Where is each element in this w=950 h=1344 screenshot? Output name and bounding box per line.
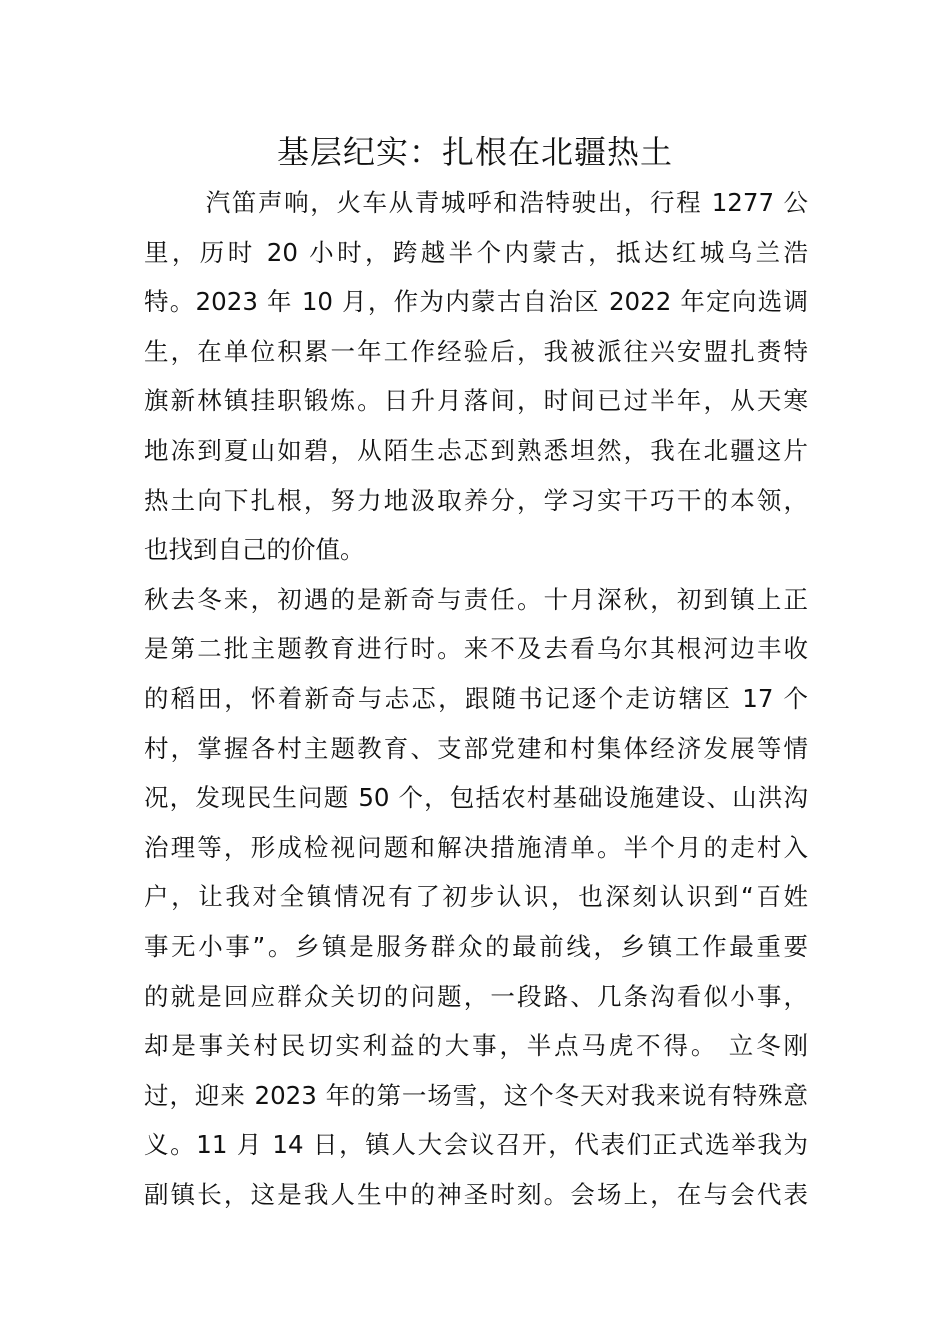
body-line: 秋去冬来，初遇的是新奇与责任。十月深秋，初到镇上正 [144, 584, 808, 614]
body-line: 地冻到夏山如碧，从陌生忐忑到熟悉坦然，我在北疆这片 [144, 435, 808, 465]
body-line: 过，迎来 2023 年的第一场雪，这个冬天对我来说有特殊意 [144, 1080, 808, 1110]
body-line: 热土向下扎根，努力地汲取养分，学习实干巧干的本领， [144, 485, 808, 515]
body-line: 也找到自己的价值。 [144, 535, 365, 565]
body-line: 里，历时 20 小时，跨越半个内蒙古，抵达红城乌兰浩 [144, 237, 808, 267]
body-line: 的稻田，怀着新奇与忐忑，跟随书记逐个走访辖区 17 个 [144, 683, 808, 713]
body-line: 特。2023 年 10 月，作为内蒙古自治区 2022 年定向选调 [144, 287, 808, 317]
document-body [144, 178, 808, 1219]
body-line: 村，掌握各村主题教育、支部党建和村集体经济发展等情 [144, 733, 808, 763]
body-line: 户，让我对全镇情况有了初步认识，也深刻认识到“百姓 [144, 882, 808, 912]
body-line: 生，在单位积累一年工作经验后，我被派往兴安盟扎赉特 [144, 336, 808, 366]
body-line: 治理等，形成检视问题和解决措施清单。半个月的走村入 [144, 832, 808, 862]
body-line: 的就是回应群众关切的问题，一段路、几条沟看似小事， [144, 981, 808, 1011]
body-line: 是第二批主题教育进行时。来不及去看乌尔其根河边丰收 [144, 634, 808, 664]
body-line: 义。11 月 14 日，镇人大会议召开，代表们正式选举我为 [144, 1130, 808, 1160]
body-line: 事无小事”。乡镇是服务群众的最前线，乡镇工作最重要 [144, 931, 808, 961]
body-line: 旗新林镇挂职锻炼。日升月落间，时间已过半年，从天寒 [144, 386, 808, 416]
document-title: 基层纪实：扎根在北疆热土 [276, 133, 673, 171]
body-line: 却是事关村民切实利益的大事，半点马虎不得。 立冬刚 [144, 1031, 808, 1061]
body-line: 汽笛声响，火车从青城呼和浩特驶出，行程 1277 公 [144, 188, 808, 217]
body-line: 副镇长，这是我人生中的神圣时刻。会场上，在与会代表 [144, 1179, 808, 1209]
body-line: 况，发现民生问题 50 个，包括农村基础设施建设、山洪沟 [144, 783, 808, 813]
